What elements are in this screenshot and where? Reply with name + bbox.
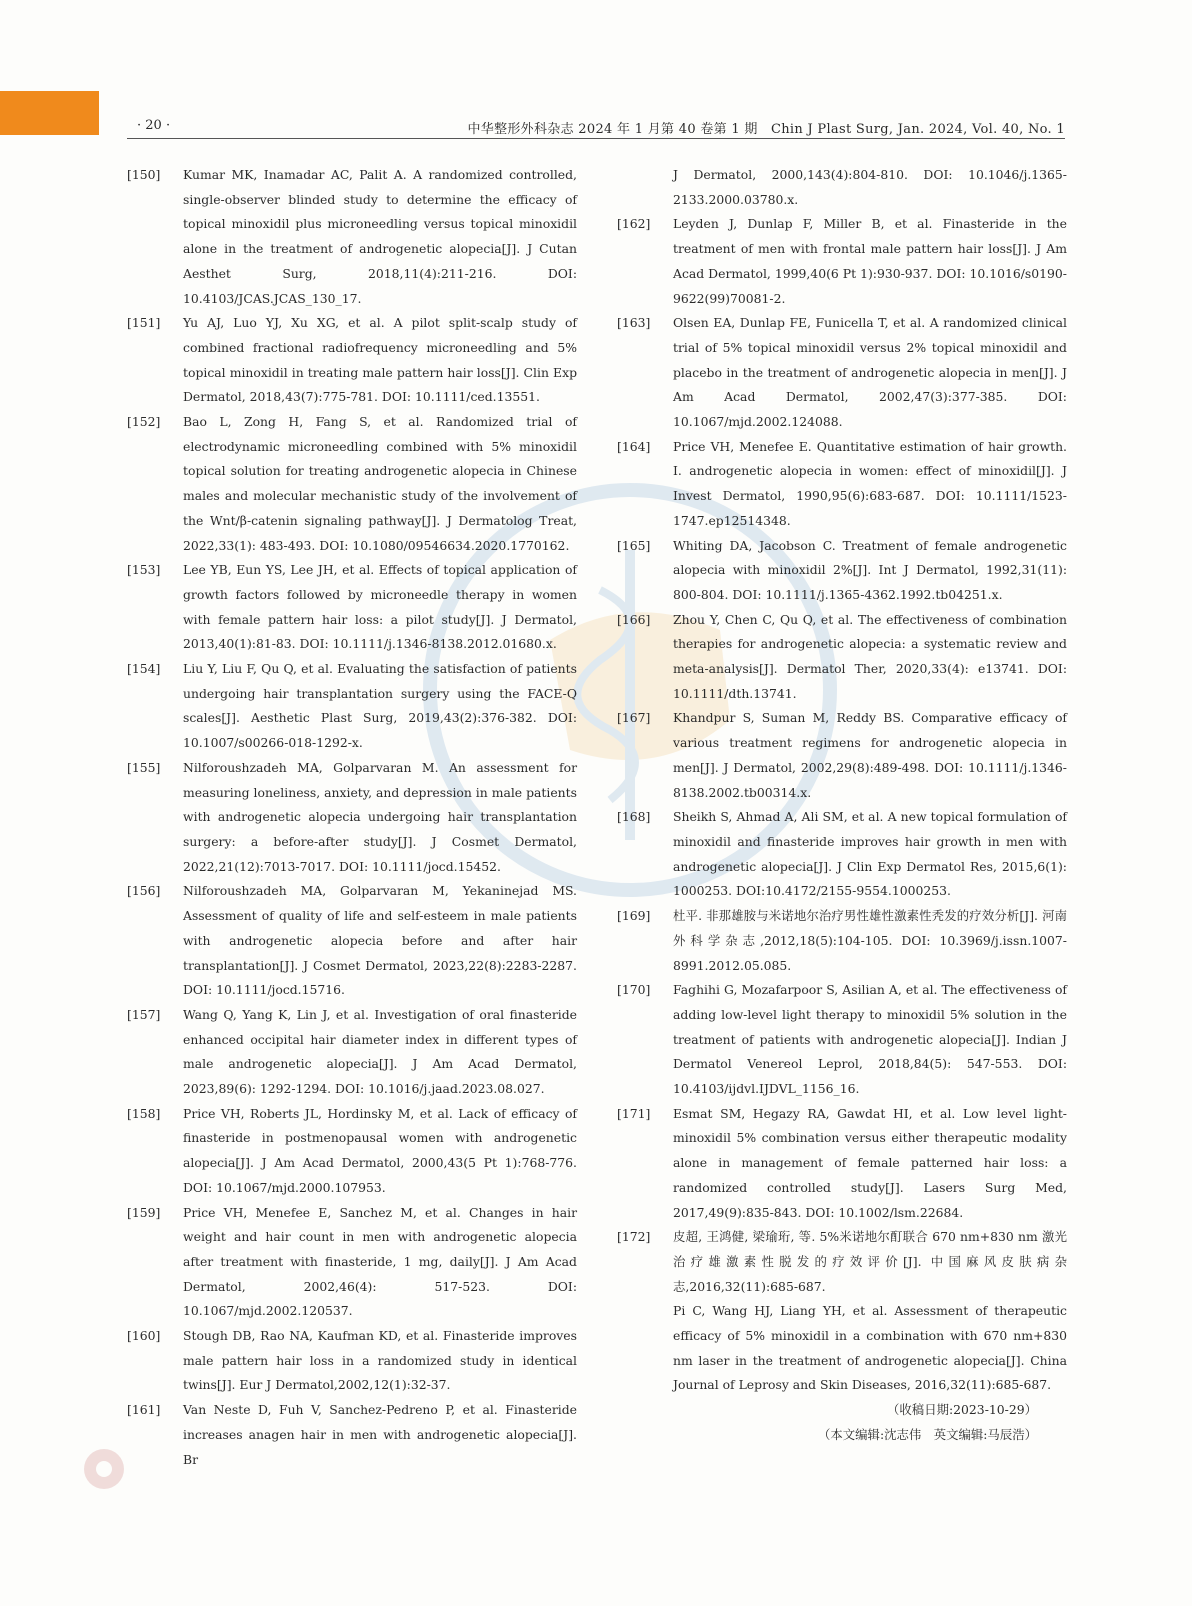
reference-item [617,212,1067,311]
reference-text: Van Neste D, Fuh V, Sanchez-Pedreno P, et al. Finasteride increases anagen hair in men with androgenetic alopecia[J]. Br [183,1402,577,1467]
reference-number: [172] [617,1229,651,1245]
reference-item [127,311,577,410]
reference-number: [156] [127,883,161,899]
reference-item [617,978,1067,1102]
reference-number: [167] [617,710,651,726]
reference-item [617,534,1067,608]
reference-text: Pi C, Wang HJ, Liang YH, et al. Assessment of therapeutic efficacy of 5% minoxidil in a combination with 670 nm+830 nm laser in the treatment of androgenetic alopecia[J]. China Journal of Leprosy and Skin Diseases, 2016,32(11):685-687. [673,1303,1067,1393]
reference-text: Lee YB, Eun YS, Lee JH, et al. Effects of topical application of growth factors followed by microneedle therapy in women with female pattern hair loss: a pilot study[J]. J Dermatol, 2013,40(1):81-83. DOI: 10.1111/j.1346-8138.2012.01680.x. [183,562,577,652]
reference-item [617,805,1067,904]
reference-text: 杜平. 非那雄胺与米诺地尔治疗男性雄性激素性秃发的疗效分析[J]. 河南外科学杂志,2012,18(5):104-105. DOI: 10.3969/j.issn.1007-8991.2012.05.085. [673,908,1067,973]
reference-number: [165] [617,537,651,553]
reference-number: [152] [127,414,161,430]
right-column [617,163,1067,1448]
reference-text: Nilforoushzadeh MA, Golparvaran M, Yekaninejad MS. Assessment of quality of life and self-esteem in male patients with androgenetic alopecia before and after hair transplantation[J]. J Cosmet Dermatol, 2023,22(8):2283-2287. DOI: 10.1111/jocd.15716. [183,883,577,998]
reference-number: [162] [617,216,651,232]
page-tab [0,91,99,135]
reference-text: Zhou Y, Chen C, Qu Q, et al. The effectiveness of combination therapies for androgenetic alopecia: a systematic review and meta-analysis[J]. Dermatol Ther, 2020,33(4): e13741. DOI: 10.1111/dth.13741. [673,611,1067,701]
reference-number: [166] [617,611,651,627]
reference-item [617,1299,1067,1398]
reference-text: Yu AJ, Luo YJ, Xu XG, et al. A pilot split-scalp study of combined fractional radiofrequency microneedling and 5% topical minoxidil in treating male pattern hair loss[J]. Clin Exp Dermatol, 2018,43(7):775-781. DOI: 10.1111/ced.13551. [183,315,577,405]
reference-text: Kumar MK, Inamadar AC, Palit A. A randomized controlled, single-observer blinded study to determine the efficacy of topical minoxidil plus microneedling versus topical minoxidil alone in the treatment of androgenetic alopecia[J]. J Cutan Aesthet Surg, 2018,11(4):211-216. DOI: 10.4103/JCAS.JCAS_130_17. [183,167,577,306]
reference-number: [154] [127,661,161,677]
reference-number: [159] [127,1204,161,1220]
reference-text: Price VH, Menefee E, Sanchez M, et al. Changes in hair weight and hair count in men with androgenetic alopecia after treatment with finasteride, 1 mg, daily[J]. J Am Acad Dermatol, 2002,46(4): 517-523. DOI: 10.1067/mjd.2002.120537. [183,1204,577,1319]
reference-text: Liu Y, Liu F, Qu Q, et al. Evaluating the satisfaction of patients undergoing hair transplantation surgery using the FACE-Q scales[J]. Aesthetic Plast Surg, 2019,43(2):376-382. DOI: 10.1007/s00266-018-1292-x. [183,661,577,751]
reference-item [127,558,577,657]
reference-text: Bao L, Zong H, Fang S, et al. Randomized trial of electrodynamic microneedling combined with 5% minoxidil topical solution for treating androgenetic alopecia in Chinese males and molecular mechanistic study of the involvement of the Wnt/β-catenin signaling pathway[J]. J Dermatolog Treat, 2022,33(1): 483-493. DOI: 10.1080/09546634.2020.1770162. [183,414,577,553]
reference-item [617,163,1067,212]
publisher-flower-icon [80,1445,128,1493]
reference-item [617,904,1067,978]
reference-number: [169] [617,908,651,924]
reference-number: [164] [617,438,651,454]
reference-text: Faghihi G, Mozafarpoor S, Asilian A, et al. The effectiveness of adding low-level light therapy to minoxidil 5% solution in the treatment of patients with androgenetic alopecia[J]. Indian J Dermatol Venereol Leprol, 2018,84(5): 547-553. DOI: 10.4103/ijdvl.IJDVL_1156_16. [673,982,1067,1097]
reference-text: Esmat SM, Hegazy RA, Gawdat HI, et al. Low level light-minoxidil 5% combination versus either therapeutic modality alone in management of female patterned hair loss: a randomized controlled study[J]. Lasers Surg Med, 2017,49(9):835-843. DOI: 10.1002/lsm.22684. [673,1105,1067,1220]
reference-number: [157] [127,1006,161,1022]
page-number: · 20 · [137,118,171,133]
reference-text: Sheikh S, Ahmad A, Ali SM, et al. A new topical formulation of minoxidil and finasteride improves hair growth in men with androgenetic alopecia[J]. J Clin Exp Dermatol Res, 2015,6(1): 1000253. DOI:10.4172/2155-9554.1000253. [673,809,1067,899]
reference-text: 皮超, 王鸿健, 梁瑜珩, 等. 5%米诺地尔酊联合 670 nm+830 nm 激光治疗雄激素性脱发的疗效评价[J]. 中国麻风皮肤病杂志,2016,32(11):685-687. [673,1229,1067,1294]
reference-item [617,706,1067,805]
editor-credits: （本文编辑:沈志伟 英文编辑:马辰浩） [818,1426,1037,1442]
reference-number: [171] [617,1105,651,1121]
reference-item [617,1225,1067,1299]
reference-item [127,1324,577,1398]
reference-item [127,756,577,880]
reference-item [127,879,577,1003]
reference-item [127,163,577,311]
reference-text: Leyden J, Dunlap F, Miller B, et al. Finasteride in the treatment of men with frontal male pattern hair loss[J]. J Am Acad Dermatol, 1999,40(6 Pt 1):930-937. DOI: 10.1016/s0190-9622(99)70081-2. [673,216,1067,306]
reference-number: [153] [127,562,161,578]
reference-text: Olsen EA, Dunlap FE, Funicella T, et al. A randomized clinical trial of 5% topical minoxidil versus 2% topical minoxidil and placebo in the treatment of androgenetic alopecia in men[J]. J Am Acad Dermatol, 2002,47(3):377-385. DOI: 10.1067/mjd.2002.124088. [673,315,1067,430]
reference-number: [158] [127,1105,161,1121]
reference-text: Khandpur S, Suman M, Reddy BS. Comparative efficacy of various treatment regimens for androgenetic alopecia in men[J]. J Dermatol, 2002,29(8):489-498. DOI: 10.1111/j.1346-8138.2002.tb00314.x. [673,710,1067,800]
reference-number: [170] [617,982,651,998]
reference-item [127,410,577,558]
journal-citation-line: 中华整形外科杂志 2024 年 1 月第 40 卷第 1 期 Chin J Plast Surg, Jan. 2024, Vol. 40, No. 1 [467,122,1065,137]
received-date: （收稿日期:2023-10-29） [887,1402,1037,1418]
reference-number: [163] [617,315,651,331]
reference-item [127,1102,577,1201]
left-column [127,163,577,1472]
reference-number: [168] [617,809,651,825]
reference-item [127,657,577,756]
reference-item [127,1201,577,1325]
reference-text: Stough DB, Rao NA, Kaufman KD, et al. Finasteride improves male pattern hair loss in a randomized study in identical twins[J]. Eur J Dermatol,2002,12(1):32-37. [183,1328,577,1393]
reference-item [617,435,1067,534]
reference-text: Price VH, Roberts JL, Hordinsky M, et al. Lack of efficacy of finasteride in postmenopausal women with androgenetic alopecia[J]. J Am Acad Dermatol, 2000,43(5 Pt 1):768-776. DOI: 10.1067/mjd.2000.107953. [183,1105,577,1195]
reference-text: J Dermatol, 2000,143(4):804-810. DOI: 10.1046/j.1365-2133.2000.03780.x. [673,167,1067,207]
reference-number: [155] [127,759,161,775]
reference-item [617,1102,1067,1226]
publisher-footer [80,1445,540,1501]
reference-text: Nilforoushzadeh MA, Golparvaran M. An assessment for measuring loneliness, anxiety, and depression in male patients with androgenetic alopecia undergoing hair transplantation surgery: a before-after study[J]. J Cosmet Dermatol, 2022,21(12):7013-7017. DOI: 10.1111/jocd.15452. [183,759,577,874]
reference-item [127,1003,577,1102]
reference-number: [161] [127,1402,161,1418]
reference-item [617,311,1067,435]
reference-number: [151] [127,315,161,331]
running-header [127,116,1065,139]
reference-item [617,608,1067,707]
reference-number: [150] [127,167,161,182]
reference-text: Price VH, Menefee E. Quantitative estimation of hair growth. I. androgenetic alopecia in women: effect of minoxidil[J]. J Invest Dermatol, 1990,95(6):683-687. DOI: 10.1111/1523-1747.ep12514348. [673,438,1067,528]
reference-number: [160] [127,1328,161,1344]
reference-text: Wang Q, Yang K, Lin J, et al. Investigation of oral finasteride enhanced occipital hair diameter index in different types of male androgenetic alopecia[J]. J Am Acad Dermatol, 2023,89(6): 1292-1294. DOI: 10.1016/j.jaad.2023.08.027. [183,1006,577,1097]
reference-text: Whiting DA, Jacobson C. Treatment of female androgenetic alopecia with minoxidil 2%[J]. Int J Dermatol, 1992,31(11): 800-804. DOI: 10.1111/j.1365-4362.1992.tb04251.x. [673,537,1067,602]
